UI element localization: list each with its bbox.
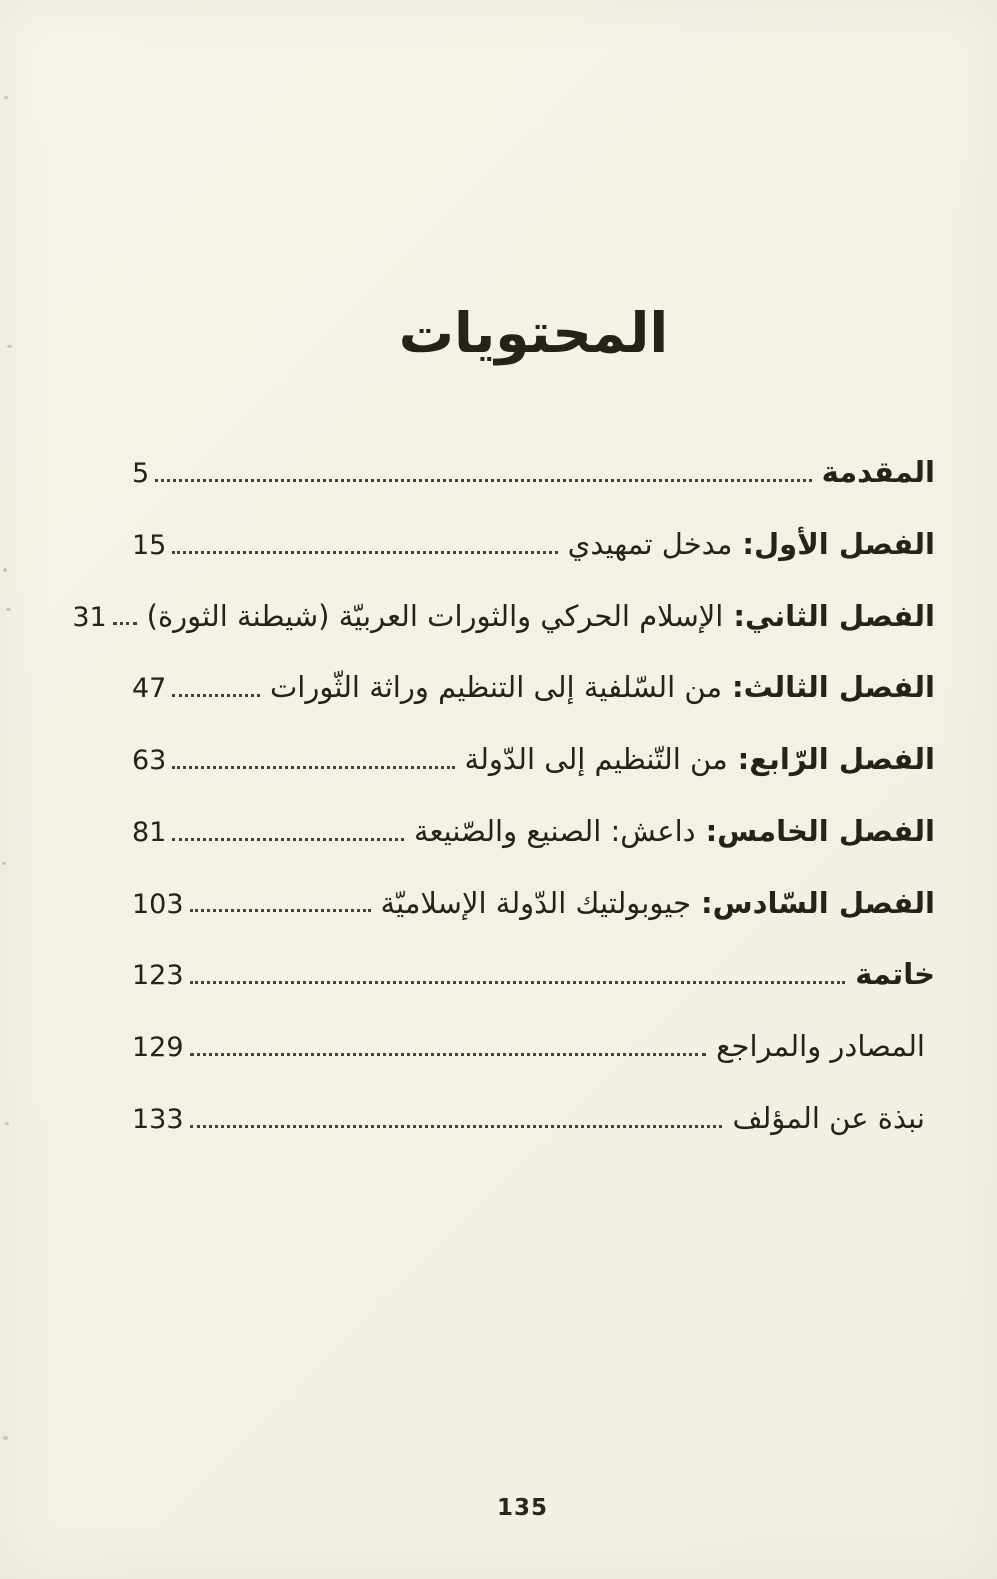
toc-entry-title: مدخل تمهيدي <box>567 526 733 561</box>
toc-entry-label: الفصل الثالث: <box>732 670 935 705</box>
toc-list <box>72 454 935 1137</box>
scan-speck <box>7 345 12 348</box>
dot-leader <box>113 622 137 625</box>
folio-page-number: 135 <box>496 1495 548 1521</box>
dot-leader <box>172 766 454 769</box>
scan-speck <box>4 96 8 99</box>
toc-entry <box>72 598 935 635</box>
toc-entry-page: 129 <box>132 1032 184 1063</box>
page-title: المحتويات <box>398 301 669 365</box>
toc-entry-title: نبذة عن المؤلف <box>732 1100 925 1135</box>
toc-entry <box>132 1100 935 1137</box>
toc-entry-page: 123 <box>132 960 184 992</box>
scan-speck <box>2 862 6 865</box>
dot-leader <box>190 909 371 912</box>
toc-entry-page: 81 <box>132 816 167 848</box>
folio <box>0 1495 997 1521</box>
toc-entry-page: 15 <box>132 529 167 561</box>
dot-leader <box>155 479 811 482</box>
toc-entry-label: الفصل السّادس: <box>701 885 935 920</box>
toc-entry <box>132 885 935 922</box>
toc-entry <box>132 813 935 850</box>
scan-speck <box>3 1436 8 1440</box>
dot-leader <box>172 694 260 697</box>
toc-entry-page: 5 <box>132 458 150 489</box>
toc-entry-label: الفصل الرّابع: <box>737 742 935 776</box>
scan-speck <box>6 608 11 611</box>
dot-leader <box>190 1053 707 1056</box>
dot-leader <box>190 1125 723 1128</box>
toc-entry-label: الفصل الأول: <box>742 526 935 561</box>
toc-entry-page: 63 <box>132 745 167 776</box>
toc-entry-page: 103 <box>132 888 184 920</box>
toc-entry-title: المصادر والمراجع <box>716 1029 925 1063</box>
toc-entry <box>132 669 935 706</box>
toc-entry <box>132 1028 935 1065</box>
toc-entry <box>132 526 935 563</box>
toc-entry-label: الفصل الخامس: <box>705 813 935 848</box>
toc-entry-page: 133 <box>132 1103 184 1135</box>
toc-entry-title: داعش: الصنيع والصّنيعة <box>414 813 696 848</box>
dot-leader <box>190 981 846 984</box>
toc-entry <box>132 454 935 491</box>
toc-entry-label: خاتمة <box>855 957 935 992</box>
toc-entry-title: الإسلام الحركي والثورات العربيّة (شيطنة الثورة) <box>146 598 724 633</box>
toc-entry <box>132 956 935 993</box>
toc-entry-label: الفصل الثاني: <box>733 598 935 633</box>
scan-speck <box>5 1122 9 1125</box>
toc-entry-title: من السّلفية إلى التنظيم وراثة الثّورات <box>269 670 722 705</box>
dot-leader <box>172 551 557 554</box>
toc-entry-page: 47 <box>132 673 167 705</box>
toc-entry <box>132 741 935 778</box>
scan-speck <box>3 568 7 572</box>
toc-entry-title: جيوبولتيك الدّولة الإسلاميّة <box>380 885 692 920</box>
toc-entry-title: من التّنظيم إلى الدّولة <box>464 742 728 776</box>
toc-entry-page: 31 <box>72 601 107 633</box>
dot-leader <box>172 838 404 841</box>
toc-entry-label: المقدمة <box>821 455 935 489</box>
